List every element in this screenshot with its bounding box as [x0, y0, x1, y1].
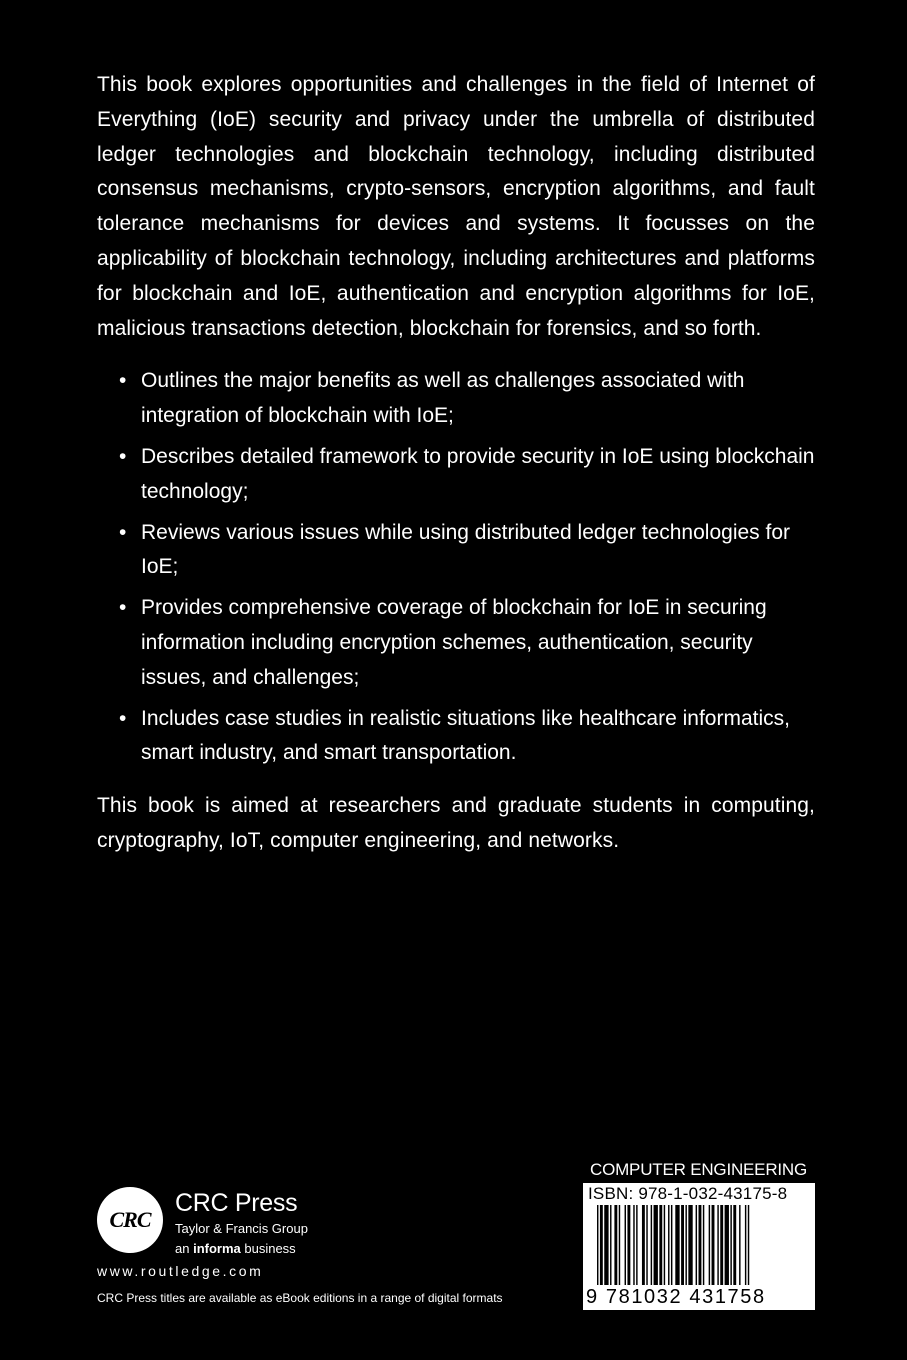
barcode-bar [610, 1205, 611, 1285]
feature-item [97, 516, 815, 586]
barcode-bar [699, 1205, 702, 1285]
barcode-bar [733, 1205, 736, 1285]
barcode-bar [654, 1205, 658, 1285]
feature-item [97, 440, 815, 510]
crc-logo-text: CRC [109, 1207, 151, 1232]
intro-paragraph: This book explores opportunities and challenges in the field of Internet of Everything (IoE) security and privacy under the umbrella of distributed ledger technologies and blockchain technology, including distributed consensus mechanisms, crypto-sensors, encryption algorithms, and fault tolerance mechanisms for devices and systems. It focusses on the applicability of blockchain technology, including architectures and platforms for blockchain and IoE, authentication and encryption algorithms for IoE, malicious transactions detection, blockchain for forensics, and so forth. [97, 73, 815, 340]
feature-text: Describes detailed framework to provide security in IoE using blockchain technology; [141, 444, 815, 503]
feature-list [97, 364, 815, 771]
publisher-name: CRC Press [175, 1189, 298, 1217]
barcode-bar [646, 1205, 647, 1285]
barcode-bar [633, 1205, 634, 1285]
barcode-bar [681, 1205, 684, 1285]
crc-logo-icon [97, 1187, 163, 1253]
barcode-bar [619, 1205, 620, 1285]
barcode-bar [685, 1205, 686, 1285]
informa-line [175, 1241, 296, 1256]
barcode-bar [748, 1205, 749, 1285]
barcode-bar [739, 1205, 740, 1285]
publisher-url[interactable]: www.routledge.com [97, 1263, 264, 1279]
barcode-bar [614, 1205, 617, 1285]
bullet-icon: • [119, 596, 127, 620]
barcode-bar [627, 1205, 630, 1285]
informa-suffix: business [240, 1241, 296, 1256]
barcode-bar [717, 1205, 718, 1285]
isbn-barcode [583, 1183, 815, 1310]
barcode-bar [671, 1205, 672, 1285]
back-cover-text [97, 68, 815, 859]
barcode-bar [597, 1205, 598, 1285]
barcode-bar [625, 1205, 626, 1285]
barcode-bar [659, 1205, 662, 1285]
barcode-bar [600, 1205, 603, 1285]
isbn-label: ISBN: 978-1-032-43175-8 [588, 1184, 788, 1203]
publisher-group: Taylor & Francis Group [175, 1221, 308, 1236]
barcode-bar [720, 1205, 723, 1285]
barcode-bar [636, 1205, 637, 1285]
bullet-icon: • [119, 444, 127, 468]
barcode-bar [725, 1205, 729, 1285]
barcode-bar [712, 1205, 715, 1285]
barcode-bar [642, 1205, 645, 1285]
barcode-bar [668, 1205, 669, 1285]
barcode-bar [688, 1205, 692, 1285]
feature-text: Includes case studies in realistic situations like healthcare informatics, smart industry, and smart transportation. [141, 706, 790, 765]
feature-item [97, 364, 815, 434]
bullet-icon: • [119, 369, 127, 393]
barcode-bar [696, 1205, 697, 1285]
informa-prefix: an [175, 1241, 194, 1256]
barcode-bar [604, 1205, 608, 1285]
informa-bold: informa [193, 1241, 241, 1256]
bullet-icon: • [119, 706, 127, 730]
barcode-bar [664, 1205, 665, 1285]
audience-paragraph: This book is aimed at researchers and graduate students in computing, cryptography, IoT, computer engineering, and networks. [97, 794, 815, 852]
feature-item [97, 702, 815, 772]
barcode-digits: 9 781032 431758 [586, 1286, 766, 1308]
feature-item [97, 591, 815, 695]
barcode-bar [675, 1205, 679, 1285]
feature-text: Reviews various issues while using distributed ledger technologies for IoE; [141, 520, 791, 579]
subject-category: COMPUTER ENGINEERING [590, 1160, 808, 1179]
feature-text: Outlines the major benefits as well as challenges associated with integration of blockchain with IoE; [141, 369, 745, 428]
feature-text: Provides comprehensive coverage of blockchain for IoE in securing information including encryption schemes, authentication, security issues, and challenges; [141, 596, 767, 689]
barcode-bar [651, 1205, 652, 1285]
barcode-icon [583, 1205, 815, 1287]
barcode-bar [745, 1205, 746, 1285]
bullet-icon: • [119, 520, 127, 544]
barcode-bar [730, 1205, 731, 1285]
barcode-bar [703, 1205, 704, 1285]
barcode-bar [709, 1205, 710, 1285]
ebook-note: CRC Press titles are available as eBook editions in a range of digital formats [97, 1291, 503, 1305]
